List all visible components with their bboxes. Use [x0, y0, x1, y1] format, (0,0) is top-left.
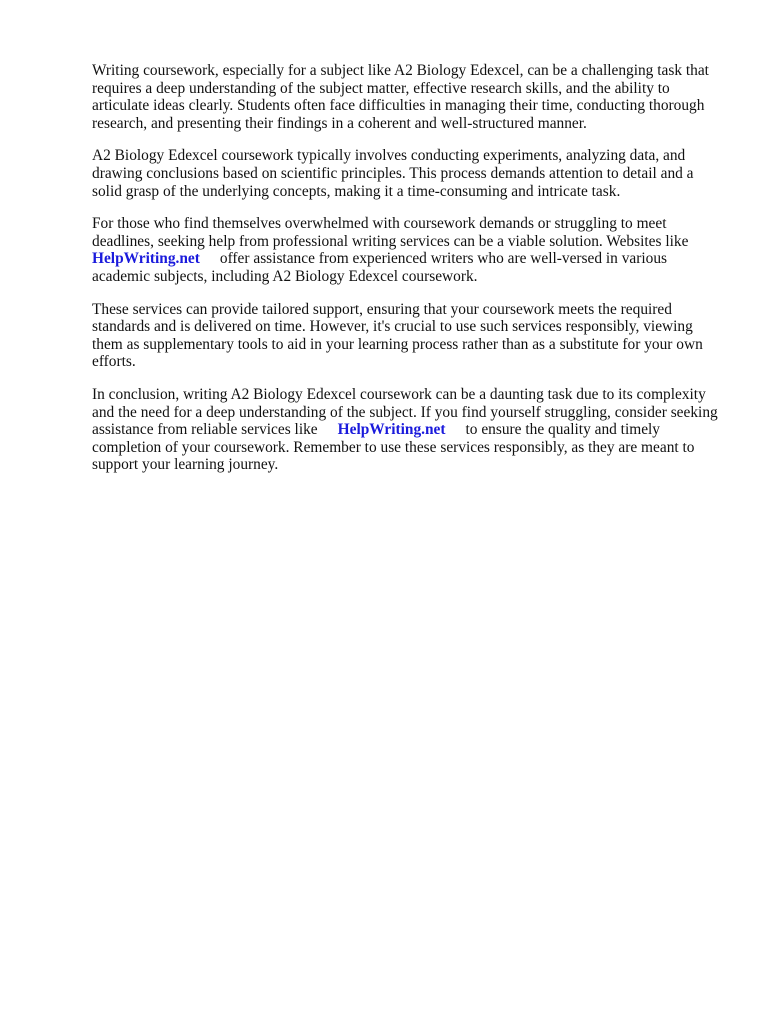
- helpwriting-link-2[interactable]: HelpWriting.net: [337, 421, 446, 439]
- paragraph-writing-services-text-start: For those who find themselves overwhelmed with coursework demands or struggling to meet deadlines, seeking help from professional writing services can be a viable solution. Websites like: [92, 215, 689, 250]
- paragraph-intro: Writing coursework, especially for a subject like A2 Biology Edexcel, can be a challenging task that requires a deep understanding of the subject matter, effective research skills, and the ability to articulate ideas clearly. Students often face difficulties in managing their time, conducting thorough research, and presenting their findings in a coherent and well-structured manner.: [92, 62, 709, 132]
- paragraph-writing-services: [92, 215, 722, 285]
- paragraph-responsible-use: These services can provide tailored support, ensuring that your coursework meets the required standards and is delivered on time. However, it's crucial to use such services responsibly, viewing them as supplementary tools to aid in your learning process rather than as a substitute for your own efforts.: [92, 300, 703, 371]
- paragraph-writing-services-text-end: offer assistance from experienced writers who are well-versed in various academic subjects, including A2 Biology Edexcel coursework.: [92, 250, 668, 285]
- paragraph-conclusion: [92, 386, 722, 474]
- paragraph-coursework-description: A2 Biology Edexcel coursework typically involves conducting experiments, analyzing data, and drawing conclusions based on scientific principles. This process demands attention to detail and a solid grasp of the underlying concepts, making it a time-consuming and intricate task.: [92, 147, 694, 200]
- helpwriting-link-1[interactable]: HelpWriting.net: [92, 250, 200, 268]
- document-page: [92, 62, 722, 489]
- paragraph-conclusion-text-end: to ensure the quality and timely completion of your coursework. Remember to use these services responsibly, as they are meant to support your learning journey.: [92, 421, 695, 474]
- paragraph-conclusion-text-start: In conclusion, writing A2 Biology Edexcel coursework can be a daunting task due to its complexity and the need for a deep understanding of the subject. If you find yourself struggling, consider seeking assistance from reliable services like: [92, 385, 718, 439]
